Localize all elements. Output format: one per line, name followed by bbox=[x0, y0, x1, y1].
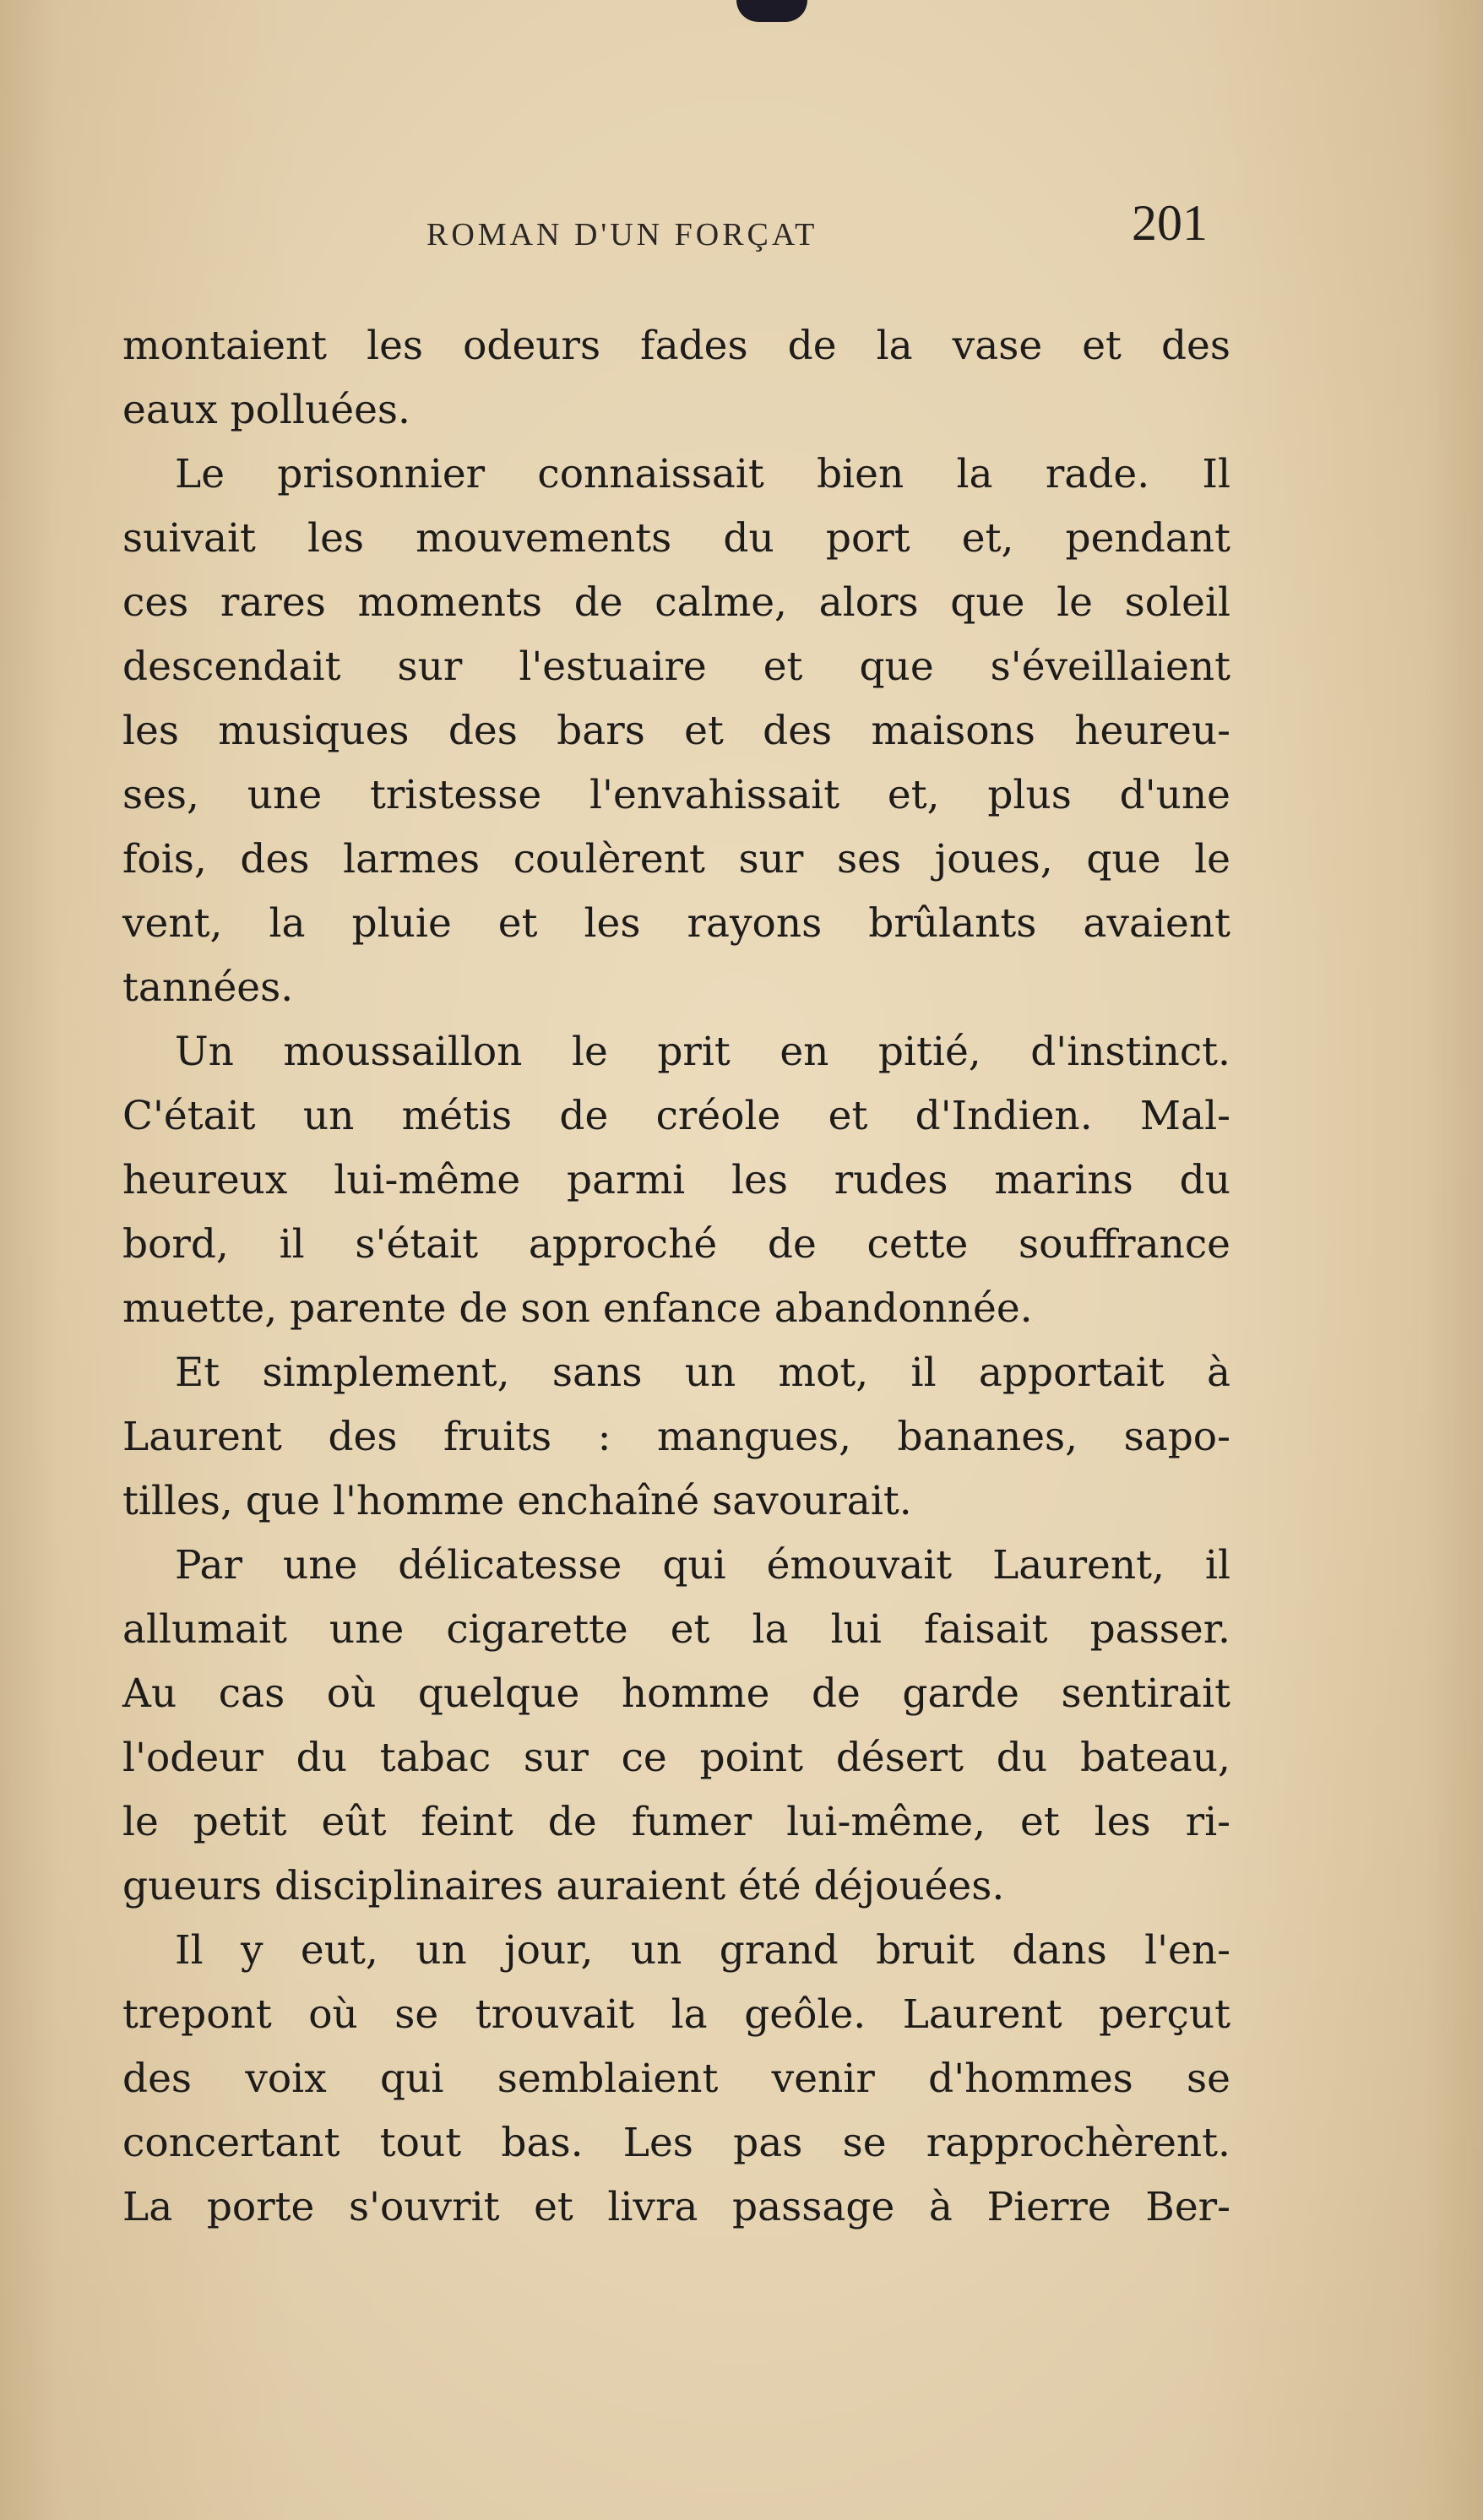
text-line: trepont où se trouvait la geôle. Laurent perçut bbox=[122, 1991, 1230, 2038]
text-line: fois, des larmes coulèrent sur ses joues, que le bbox=[122, 836, 1230, 883]
text-line: montaient les odeurs fades de la vase et des bbox=[122, 323, 1230, 369]
text-line: gueurs disciplinaires auraient été déjouées. bbox=[122, 1863, 1005, 1909]
text-line: Laurent des fruits : mangues, bananes, sapo- bbox=[122, 1414, 1230, 1460]
text-line: tilles, que l'homme enchaîné savourait. bbox=[122, 1478, 912, 1524]
text-line: tannées. bbox=[122, 964, 294, 1011]
text-line: muette, parente de son enfance abandonnée. bbox=[122, 1285, 1033, 1332]
text-line: Au cas où quelque homme de garde sentirait bbox=[122, 1670, 1230, 1717]
paragraph-first-line: Le prisonnier connaissait bien la rade. Il bbox=[175, 451, 1230, 497]
paragraph-first-line: Et simplement, sans un mot, il apportait à bbox=[175, 1350, 1230, 1396]
text-line: ses, une tristesse l'envahissait et, plus d'une bbox=[122, 772, 1230, 818]
text-line: l'odeur du tabac sur ce point désert du bateau, bbox=[122, 1735, 1230, 1781]
binding-mark bbox=[736, 0, 807, 22]
text-line: concertant tout bas. Les pas se rapprochèrent. bbox=[122, 2120, 1230, 2166]
text-line: les musiques des bars et des maisons heureu- bbox=[122, 708, 1230, 754]
text-line: allumait une cigarette et la lui faisait passer. bbox=[122, 1606, 1230, 1653]
running-title: ROMAN D'UN FORÇAT bbox=[426, 217, 818, 253]
text-line: heureux lui-même parmi les rudes marins du bbox=[122, 1157, 1230, 1203]
text-line: suivait les mouvements du port et, pendant bbox=[122, 515, 1230, 562]
paragraph-first-line: Il y eut, un jour, un grand bruit dans l'en- bbox=[175, 1927, 1230, 1974]
paragraph-first-line: Un moussaillon le prit en pitié, d'instinct. bbox=[175, 1029, 1230, 1075]
running-header bbox=[0, 191, 1483, 267]
text-line: eaux polluées. bbox=[122, 387, 410, 433]
paragraph-first-line: Par une délicatesse qui émouvait Laurent, il bbox=[175, 1542, 1230, 1589]
text-line: ces rares moments de calme, alors que le soleil bbox=[122, 579, 1230, 626]
text-line: descendait sur l'estuaire et que s'éveillaient bbox=[122, 644, 1230, 690]
text-line: le petit eût feint de fumer lui-même, et les ri- bbox=[122, 1799, 1230, 1845]
text-line: des voix qui semblaient venir d'hommes se bbox=[122, 2056, 1230, 2102]
text-line: bord, il s'était approché de cette souffrance bbox=[122, 1221, 1230, 1268]
text-line: La porte s'ouvrit et livra passage à Pierre Ber- bbox=[122, 2184, 1230, 2230]
body-text bbox=[122, 314, 1230, 2240]
text-line: vent, la pluie et les rayons brûlants avaient bbox=[122, 900, 1230, 947]
text-line: C'était un métis de créole et d'Indien. Mal- bbox=[122, 1093, 1230, 1139]
page-number: 201 bbox=[1132, 195, 1208, 251]
